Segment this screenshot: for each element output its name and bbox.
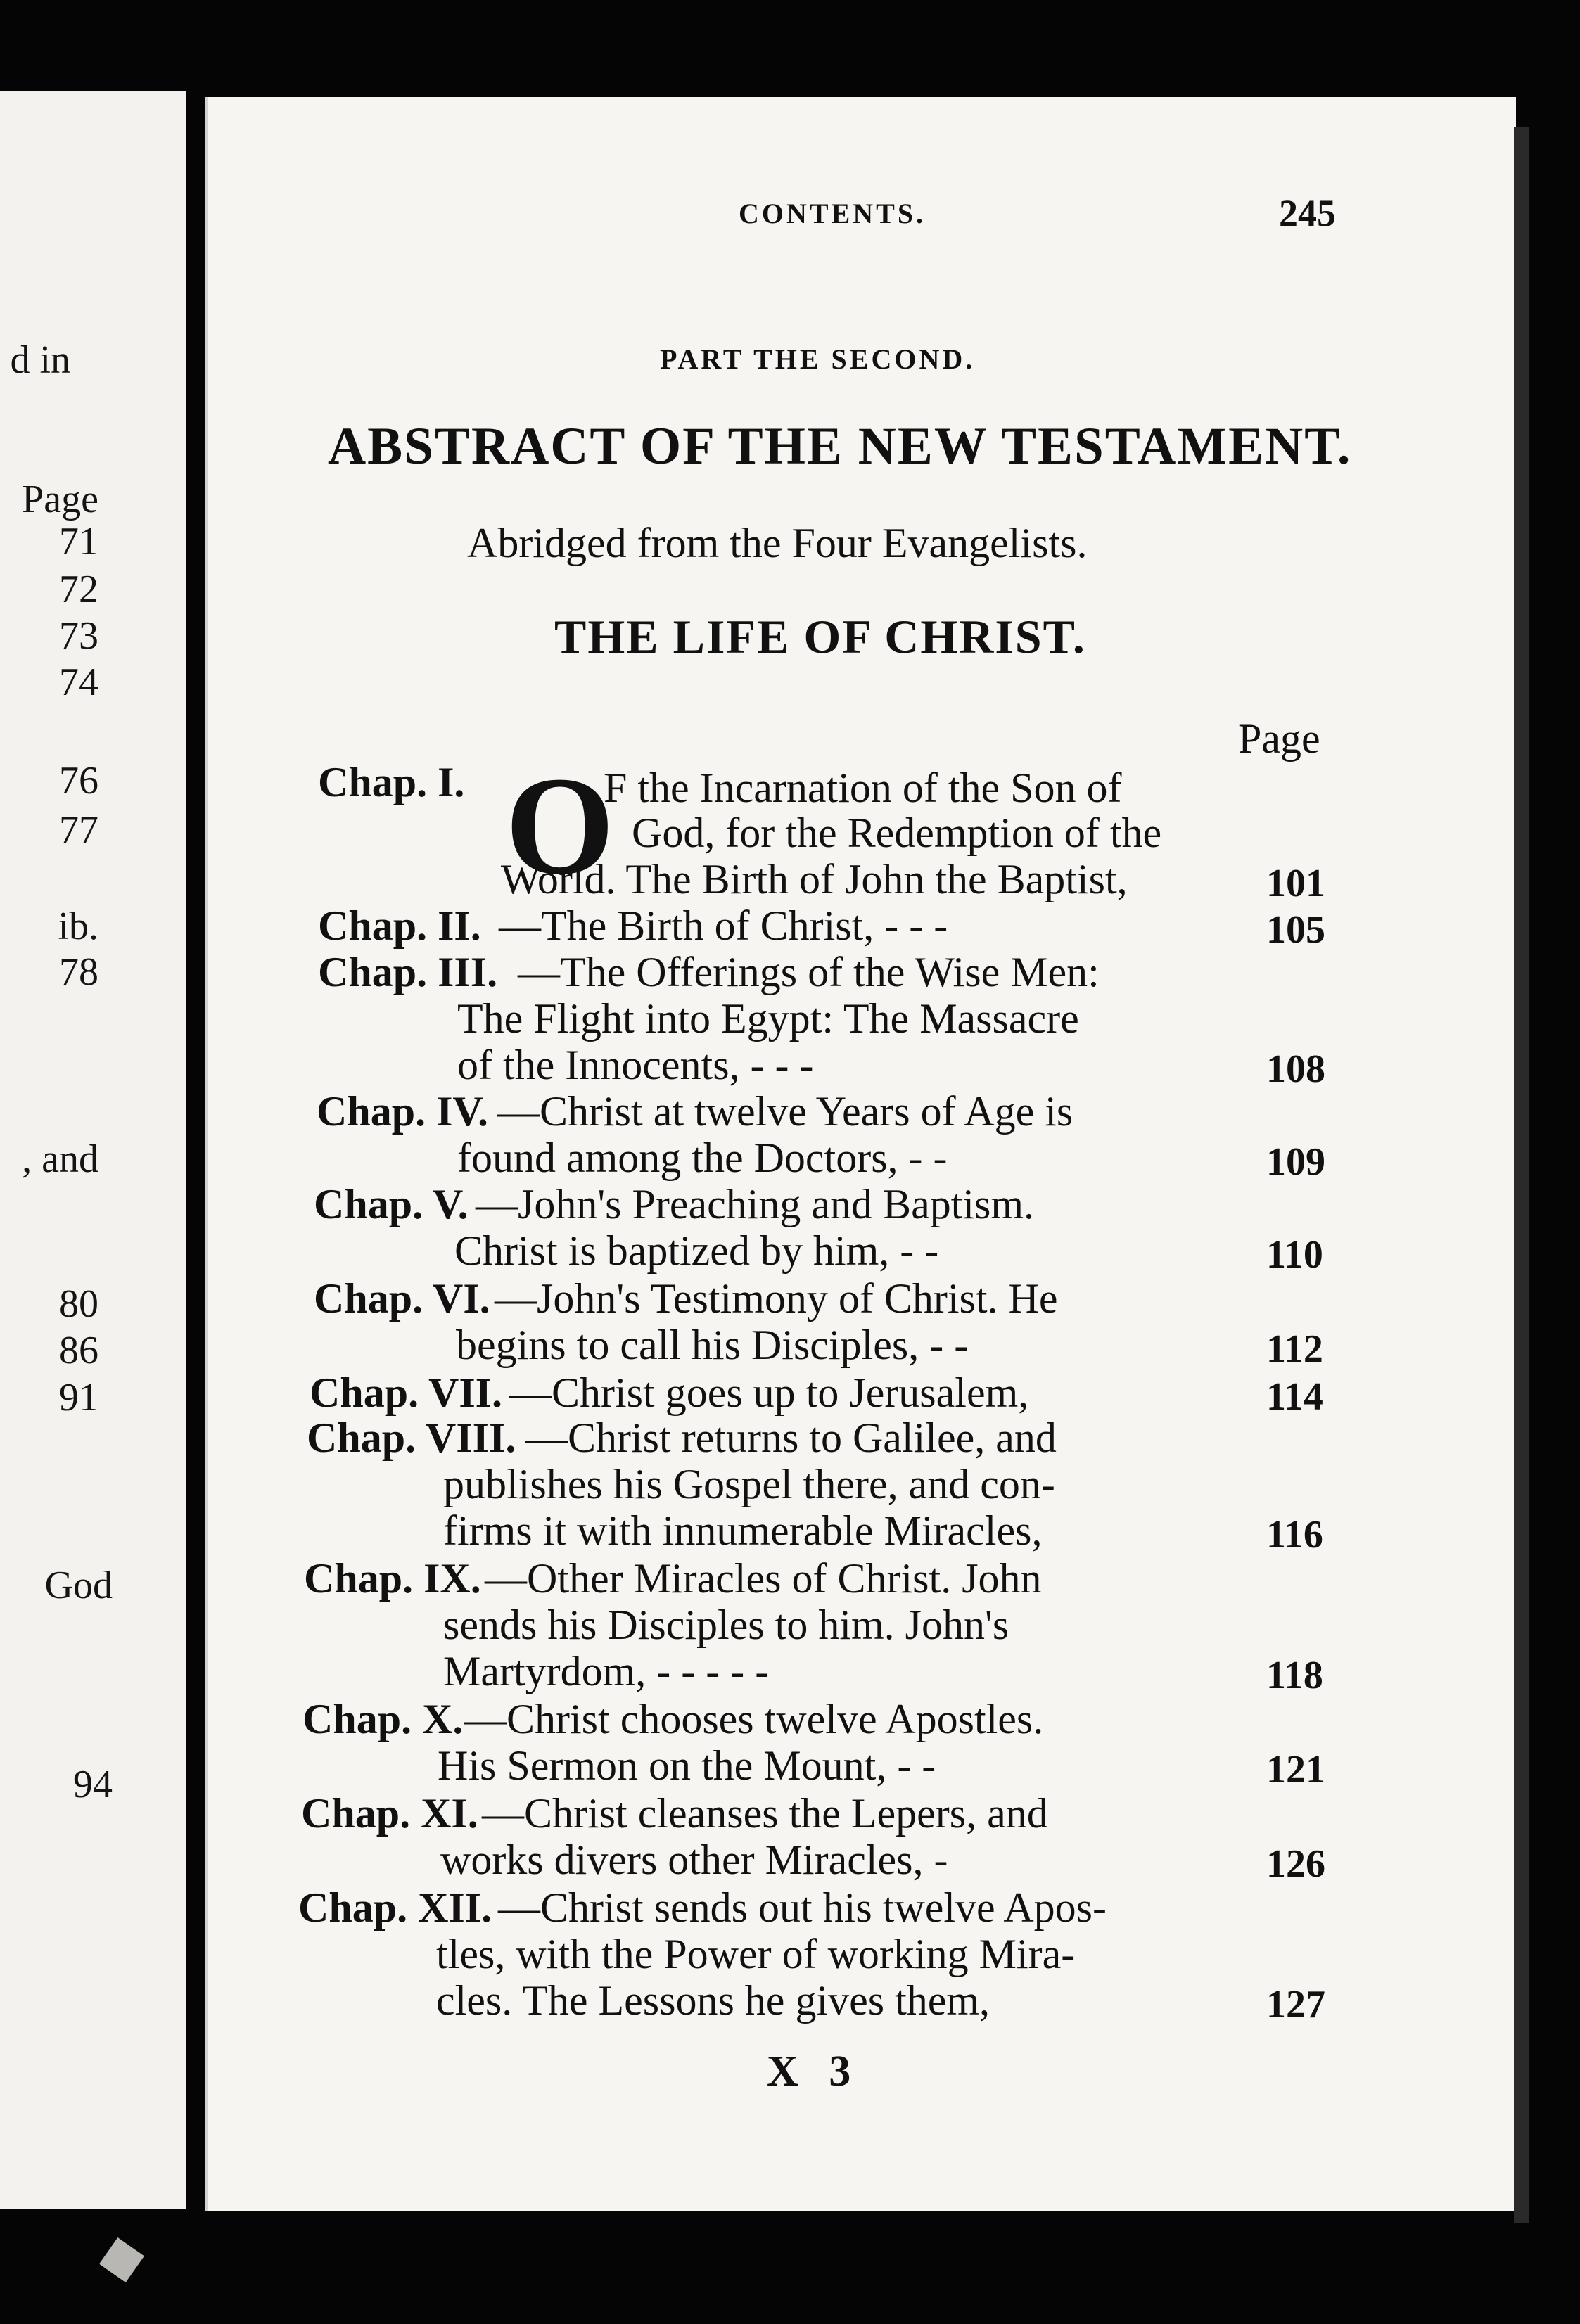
left-page-fragment-text: Page xyxy=(22,478,98,521)
chapter-text-line: Christ is baptized by him, - - xyxy=(454,1227,939,1274)
page-number: 245 xyxy=(1279,192,1336,234)
left-page-fragment-text: God xyxy=(44,1564,113,1607)
chapter-page-number: 105 xyxy=(1266,908,1325,952)
left-page-fragment-text: 94 xyxy=(73,1763,113,1806)
chapter-text-line: —Christ returns to Galilee, and xyxy=(525,1415,1057,1461)
left-page-fragment-text: ib. xyxy=(58,905,98,948)
bleed-through-decoration xyxy=(422,366,431,407)
left-page-fragment-text: 91 xyxy=(59,1376,98,1419)
left-page-fragment-text: d in xyxy=(10,338,70,382)
chapter-text-line: found among the Doctors, - - xyxy=(457,1135,948,1181)
chapter-label: Chap. XII. xyxy=(298,1884,492,1931)
chapter-text-line: —The Birth of Christ, - - - xyxy=(499,902,948,949)
chapter-label: Chap. VII. xyxy=(310,1370,503,1416)
chapter-label: Chap. I. xyxy=(318,759,465,805)
chapter-text-line: F the Incarnation of the Son of xyxy=(604,765,1122,811)
chapter-page-number: 121 xyxy=(1266,1748,1325,1792)
left-page-fragment-text: 86 xyxy=(59,1329,98,1372)
chapter-text-line: His Sermon on the Mount, - - xyxy=(438,1742,936,1789)
chapter-page-number: 118 xyxy=(1266,1654,1323,1697)
chapter-label: Chap. VIII. xyxy=(307,1415,516,1461)
chapter-text-line: —Christ cleanses the Lepers, and xyxy=(482,1790,1048,1837)
chapter-page-number: 127 xyxy=(1266,1983,1325,2026)
left-page-fragment-text: 77 xyxy=(59,808,98,852)
chapter-label: Chap. II. xyxy=(318,902,481,949)
scan-artifact xyxy=(99,2237,144,2282)
chapter-text-line: begins to call his Disciples, - - xyxy=(456,1322,969,1368)
page-edge xyxy=(1514,127,1529,2223)
chapter-label: Chap. VI. xyxy=(314,1275,490,1322)
chapter-text-line: World. The Birth of John the Baptist, xyxy=(501,856,1128,902)
chapter-text-line: works divers other Miracles, - xyxy=(440,1837,948,1883)
chapter-text-line: —Other Miracles of Christ. John xyxy=(485,1555,1042,1602)
chapter-text-line: Martyrdom, - - - - - xyxy=(443,1648,770,1694)
chapter-text-line: tles, with the Power of working Mira- xyxy=(436,1931,1076,1977)
chapter-label: Chap. IV. xyxy=(317,1088,489,1135)
left-page-fragment-text: 80 xyxy=(59,1282,98,1326)
chapter-text-line: —Christ sends out his twelve Apos- xyxy=(498,1884,1107,1931)
chapter-page-number: 108 xyxy=(1266,1047,1325,1091)
chapter-text-line: God, for the Redemption of the xyxy=(632,810,1162,856)
chapter-label: Chap. III. xyxy=(318,949,498,995)
chapter-page-number: 110 xyxy=(1266,1233,1323,1277)
chapter-text-line: cles. The Lessons he gives them, xyxy=(436,1977,990,2024)
chapter-page-number: 116 xyxy=(1266,1513,1323,1557)
left-page-fragment-text: , and xyxy=(22,1137,98,1181)
life-of-christ-title: THE LIFE OF CHRIST. xyxy=(554,610,1086,663)
left-page-fragment-text: 73 xyxy=(59,614,98,658)
chapter-label: Chap. X. xyxy=(302,1696,464,1742)
chapter-label: Chap. IX. xyxy=(304,1555,481,1602)
running-head: CONTENTS. xyxy=(739,198,926,229)
chapter-text-line: —John's Preaching and Baptism. xyxy=(476,1181,1035,1227)
left-page-fragment-text: 76 xyxy=(59,759,98,803)
chapter-page-number: 112 xyxy=(1266,1327,1323,1371)
left-page-fragment-text: 71 xyxy=(59,520,98,563)
chapter-text-line: publishes his Gospel there, and con- xyxy=(443,1461,1055,1507)
chapter-page-number: 109 xyxy=(1266,1140,1325,1184)
chapter-text-line: —Christ chooses twelve Apostles. xyxy=(464,1696,1044,1742)
chapter-text-line: —The Offerings of the Wise Men: xyxy=(518,949,1100,995)
chapter-page-number: 101 xyxy=(1266,862,1325,905)
section-title: ABSTRACT OF THE NEW TESTAMENT. xyxy=(328,417,1352,475)
chapter-text-line: The Flight into Egypt: The Massacre xyxy=(457,995,1079,1042)
chapter-text-line: —Christ goes up to Jerusalem, xyxy=(509,1370,1029,1416)
chapter-text-line: firms it with innumerable Miracles, xyxy=(443,1507,1043,1554)
chapter-text-line: of the Innocents, - - - xyxy=(457,1042,814,1088)
chapter-text-line: —Christ at twelve Years of Age is xyxy=(497,1088,1073,1135)
left-page-fragment xyxy=(0,91,186,2209)
chapter-label: Chap. V. xyxy=(314,1181,469,1227)
signature-mark: X 3 xyxy=(767,2048,861,2095)
chapter-page-number: 126 xyxy=(1266,1842,1325,1886)
left-page-fragment-text: 78 xyxy=(59,950,98,994)
page-column-label: Page xyxy=(1238,715,1320,762)
subtitle: Abridged from the Four Evangelists. xyxy=(467,520,1088,566)
drop-cap: O xyxy=(505,748,615,904)
chapter-text-line: sends his Disciples to him. John's xyxy=(443,1602,1009,1648)
chapter-page-number: 114 xyxy=(1266,1375,1323,1419)
left-page-fragment-text: 72 xyxy=(59,568,98,611)
part-heading: PART THE SECOND. xyxy=(660,343,976,375)
chapter-text-line: —John's Testimony of Christ. He xyxy=(495,1275,1058,1322)
chapter-label: Chap. XI. xyxy=(301,1790,478,1837)
left-page-fragment-text: 74 xyxy=(59,660,98,704)
